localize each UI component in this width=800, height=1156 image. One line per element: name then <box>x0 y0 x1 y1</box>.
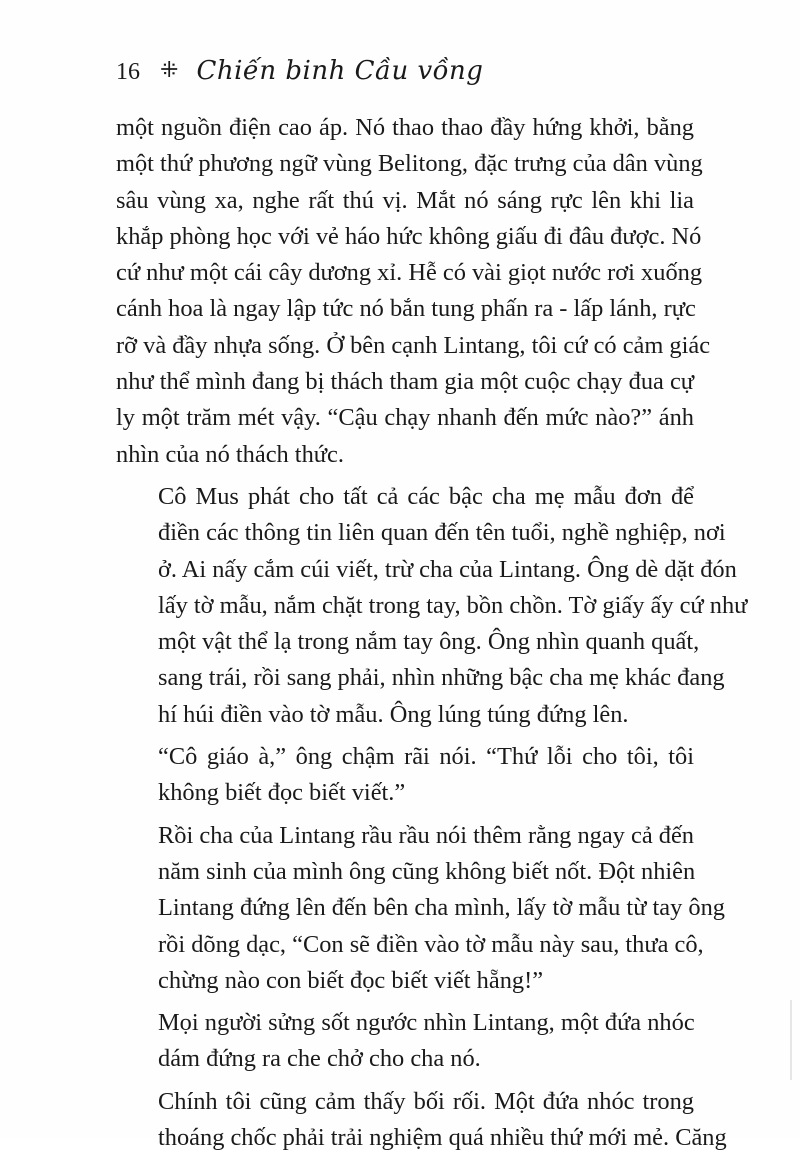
text-line: Mọi người sửng sốt ngước nhìn Lintang, một đứa nhóc <box>158 1009 695 1037</box>
text-line: dám đứng ra che chở cho cha nó. <box>158 1045 481 1073</box>
page-edge-shadow <box>790 1000 792 1080</box>
body-text <box>116 110 748 1156</box>
text-line: chừng nào con biết đọc biết viết hẵng!” <box>158 966 544 994</box>
ornament-icon: ⁜ <box>160 57 179 82</box>
text-line: “Cô giáo à,” ông chậm rãi nói. “Thứ lỗi cho tôi, tôi <box>158 743 694 771</box>
text-line: Lintang đứng lên đến bên cha mình, lấy tờ mẫu từ tay ông <box>158 894 725 922</box>
text-line: ở. Ai nấy cắm cúi viết, trừ cha của Lintang. Ông dè dặt đón <box>158 555 737 583</box>
text-line: một vật thể lạ trong nắm tay ông. Ông nhìn quanh quất, <box>158 628 700 656</box>
text-line: ly một trăm mét vậy. “Cậu chạy nhanh đến mức nào?” ánh <box>116 404 694 432</box>
page-number: 16 <box>116 59 140 85</box>
text-line: không biết đọc biết viết.” <box>158 779 406 807</box>
paragraph <box>116 739 694 812</box>
text-line: như thể mình đang bị thách tham gia một cuộc chạy đua cự <box>116 368 694 396</box>
text-line: cánh hoa là ngay lập tức nó bắn tung phấn ra - lấp lánh, rực <box>116 295 696 323</box>
text-line: Rồi cha của Lintang rầu rầu nói thêm rằng ngay cả đến <box>158 821 694 849</box>
running-title: Chiến binh Cầu vồng <box>196 56 484 86</box>
paragraph <box>116 1005 694 1078</box>
text-line: Chính tôi cũng cảm thấy bối rối. Một đứa nhóc trong <box>158 1087 694 1115</box>
text-line: khắp phòng học với vẻ háo hức không giấu đi đâu được. Nó <box>116 222 702 250</box>
text-line: sâu vùng xa, nghe rất thú vị. Mắt nó sáng rực lên khi lia <box>116 186 694 214</box>
text-line: thoáng chốc phải trải nghiệm quá nhiều thứ mới mẻ. Căng <box>158 1124 727 1152</box>
paragraph <box>116 479 748 733</box>
text-line: rỡ và đầy nhựa sống. Ở bên cạnh Lintang, tôi cứ có cảm giác <box>116 331 711 359</box>
paragraph <box>116 110 711 473</box>
text-line: hí húi điền vào tờ mẫu. Ông lúng túng đứng lên. <box>158 700 629 728</box>
text-line: sang trái, rồi sang phải, nhìn những bậc cha mẹ khác đang <box>158 664 725 692</box>
paragraph <box>116 818 725 999</box>
running-header <box>116 56 483 96</box>
paragraph <box>116 1084 727 1156</box>
text-line: Cô Mus phát cho tất cả các bậc cha mẹ mẫu đơn để <box>158 482 694 510</box>
text-line: một thứ phương ngữ vùng Belitong, đặc trưng của dân vùng <box>116 150 703 178</box>
text-line: lấy tờ mẫu, nắm chặt trong tay, bồn chồn. Tờ giấy ấy cứ như <box>158 591 748 619</box>
text-line: nhìn của nó thách thức. <box>116 440 344 468</box>
text-line: một nguồn điện cao áp. Nó thao thao đầy hứng khởi, bằng <box>116 114 694 141</box>
text-line: cứ như một cái cây dương xỉ. Hễ có vài giọt nước rơi xuống <box>116 259 703 287</box>
text-line: rồi dõng dạc, “Con sẽ điền vào tờ mẫu này sau, thưa cô, <box>158 930 704 958</box>
text-line: năm sinh của mình ông cũng không biết nốt. Đột nhiên <box>158 857 696 885</box>
text-line: điền các thông tin liên quan đến tên tuổi, nghề nghiệp, nơi <box>158 519 726 547</box>
